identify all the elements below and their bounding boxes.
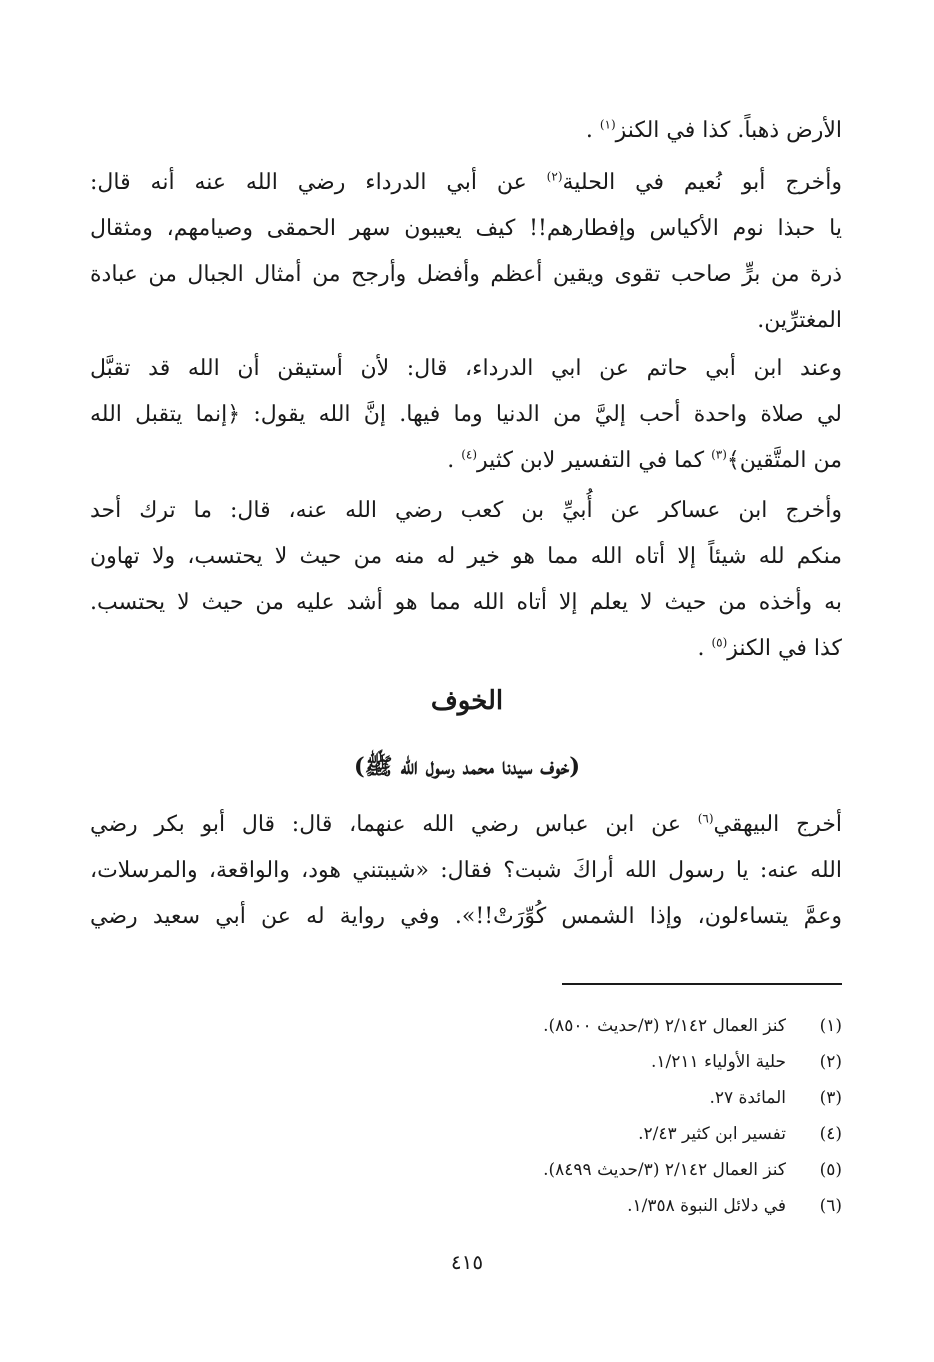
paragraph-2: [90, 160, 842, 344]
footnote-number: (٢): [819, 1052, 842, 1072]
text-line: الأرض ذهباً. كذا في الكنز$^{(١)}$ .: [585, 117, 842, 143]
text-line: وأخرج أبو نُعيم في الحلية$^{(٢)}$ عن أبي الدرداء رضي الله عنه أنه قال:: [90, 169, 842, 195]
footnote-number: (٦): [819, 1196, 842, 1216]
text-line: به وأخذه من حيث لا يعلم إلا أتاه الله مما هو أشد عليه من حيث لا يحتسب.: [90, 590, 842, 615]
section-heading: الخوف: [430, 686, 504, 716]
text-line: منكم لله شيئاً إلا أتاه الله مما هو خير له منه من حيث لا يحتسب، ولا تهاون: [90, 544, 842, 569]
text-line: وعمَّ يتساءلون، وإذا الشمس كُوِّرَتْ!!». وفي رواية له عن أبي سعيد رضي: [90, 904, 842, 929]
text-line: المغترِّين.: [757, 308, 842, 333]
text-line: أخرج البيهقي$^{(٦)}$ عن ابن عباس رضي الله عنهما، قال: قال أبو بكر رضي: [90, 811, 842, 837]
footnote-text: حلية الأولياء ١/٢١١.: [651, 1052, 786, 1072]
text-line: ذرة من برٍّ صاحب تقوى ويقين أعظم وأفضل وأرجح من أمثال الجبال من عبادة: [90, 262, 842, 287]
paragraph-4: [90, 488, 842, 672]
footnote-ref[interactable]: (٤): [461, 447, 478, 462]
section-subheading: (خوف سيدنا محمد رسول الله ﷺ): [353, 753, 581, 780]
footnote-text: المائدة ٢٧.: [709, 1088, 786, 1108]
footnote-item: [322, 1188, 842, 1224]
footnote-item: [322, 1008, 842, 1044]
footnote-text: في دلائل النبوة ١/٣٥٨.: [627, 1196, 786, 1216]
footnote-ref[interactable]: (٥): [711, 635, 728, 650]
footnote-item: [322, 1080, 842, 1116]
footnotes: [322, 1008, 842, 1224]
footnote-number: (١): [819, 1016, 842, 1036]
footnote-ref[interactable]: (٦): [697, 811, 714, 826]
paragraph-1: [90, 108, 842, 154]
text-line: وأخرج ابن عساكر عن أُبيِّ بن كعب رضي الله عنه، قال: ما ترك أحد: [90, 498, 842, 523]
footnote-text: كنز العمال ٢/١٤٢ (٣/حديث ٨٥٠٠).: [543, 1016, 786, 1036]
footnote-ref[interactable]: (١): [599, 117, 616, 132]
footnote-item: [322, 1152, 842, 1188]
footnote-item: [322, 1044, 842, 1080]
text-line: من المتَّقين﴾$^{(٣)}$ كما في التفسير لابن كثير$^{(٤)}$ .: [447, 447, 842, 473]
paragraph-5: [90, 802, 842, 940]
footnote-number: (٥): [819, 1160, 842, 1180]
footnote-item: [322, 1116, 842, 1152]
text-line: يا حبذا نوم الأكياس وإفطارهم!! كيف يعيبون سهر الحمقى وصيامهم، ومثقال: [90, 216, 842, 241]
text-line: لي صلاة واحدة أحب إليَّ من الدنيا وما فيها. إنَّ الله يقول: ﴿إنما يتقبل الله: [90, 402, 842, 427]
footnote-number: (٣): [819, 1088, 842, 1108]
paragraph-3: [90, 346, 842, 484]
footnote-number: (٤): [819, 1124, 842, 1144]
page-number: ٤١٥: [450, 1250, 484, 1274]
footnote-text: كنز العمال ٢/١٤٢ (٣/حديث ٨٤٩٩).: [543, 1160, 786, 1180]
text-line: وعند ابن أبي حاتم عن ابي الدرداء، قال: لأن أستيقن أن الله قد تقبَّل: [90, 356, 842, 381]
text-line: الله عنه: يا رسول الله أراكَ شبت؟ فقال: «شيبتني هود، والواقعة، والمرسلات،: [90, 858, 842, 883]
footnote-divider: [562, 983, 842, 985]
footnote-ref[interactable]: (٣): [711, 447, 727, 462]
footnote-text: تفسير ابن كثير ٢/٤٣.: [638, 1124, 786, 1144]
text-line: كذا في الكنز$^{(٥)}$ .: [697, 635, 842, 661]
footnote-ref[interactable]: (٢): [546, 169, 563, 184]
